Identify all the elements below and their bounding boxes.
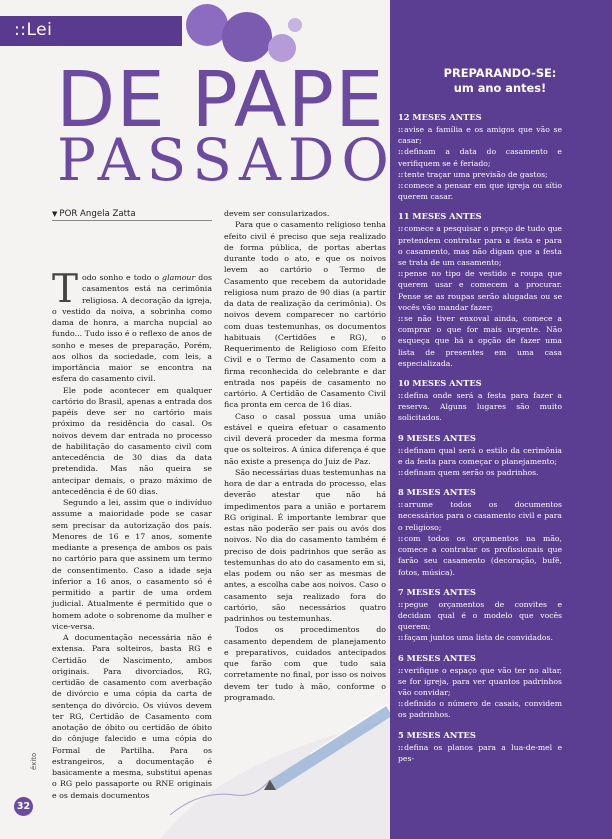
drop-cap: T	[52, 267, 79, 312]
headline-line1: DE PAPE	[56, 56, 385, 145]
sidebar-title-line2: um ano antes!	[453, 81, 547, 95]
timeline-heading: 6 MESES ANTES	[398, 652, 476, 663]
article-paragraph	[52, 267, 212, 385]
timeline-item-text: pense no tipo de vestido e roupa que querem usar e comecem a procurar. Pense se as roupas serão alugadas ou se vocês vão mandar fazer;	[398, 269, 562, 312]
timeline-item-text: arrume todos os documentos necessários para o casamento civil e para o religioso;	[398, 500, 562, 532]
bullet-icon: ::	[398, 742, 404, 752]
timeline-item	[398, 533, 562, 578]
timeline-item-text: pegue orçamentos de convites e decidam qual é o modelo que vocês querem;	[398, 599, 562, 632]
article-paragraph: Todos os procedimentos do casamento dependem de planejamento e preparativos, cuidados antecipados que farão com que tudo saia corretamente no final, por isso os noivos devem ter tudo à mão, conforme o programado.	[224, 625, 386, 702]
timeline-item-text: verifique o espaço que vão ter no altar, se for igreja, para ver quantos padrinhos vão convidar;	[398, 665, 562, 697]
timeline-item-text: definam quem serão os padrinhos.	[404, 468, 539, 478]
timeline-heading: 7 MESES ANTES	[398, 586, 476, 597]
article-column-2	[224, 208, 386, 703]
section-label: ::Lei	[14, 20, 53, 40]
timeline-heading: 11 MESES ANTES	[398, 211, 482, 222]
timeline-item-text: defina os planos para a lua-de-mel e pes-	[398, 742, 562, 763]
bullet-icon: ::	[398, 147, 404, 157]
timeline-item	[398, 467, 562, 478]
timeline-item	[398, 390, 562, 424]
timeline-item-text: definam a data do casamento e verifiquem se é feriado;	[398, 147, 562, 168]
timeline-item	[398, 268, 562, 313]
timeline-item-text: definido o número de casais, convidem os padrinhos.	[398, 699, 562, 720]
page-number: 32	[14, 797, 33, 816]
article-paragraph: Caso o casal possua uma união estável e queira efetuar o casamento civil deverá proceder da mesma forma que os solteiros. A única diferença é que não existe a presença do Juiz de Paz.	[224, 411, 386, 466]
timeline-section	[398, 211, 562, 369]
bullet-icon: ::	[398, 699, 404, 709]
bullet-icon: ::	[398, 181, 404, 191]
timeline-item	[398, 146, 562, 168]
article-paragraph: Para que o casamento religioso tenha efeito civil é preciso que seja realizado de forma pública, de portas abertas durante todo o ato, e que os noivos levem ao cartório o Termo de Casamento que recebem da autoridade religiosa num prazo de 90 dias (a partir da data de realização da cerimônia). Os noivos devem comparecer no cartório com duas testemunhas, os documentos habituais (Certidões e RG), o Requerimento de Religioso com Efeito Civil e o Termo de Casamento com a firma reconhecida do celebrante e dar entrada nos papéis de casamento no cartório. A Certidão de Casamento Civil fica pronta em cerca de 16 dias.	[224, 220, 386, 410]
timeline-item	[398, 180, 562, 202]
bullet-icon: ::	[398, 445, 404, 455]
decorative-circle-xlarge	[222, 12, 272, 62]
timeline-section	[398, 433, 562, 479]
timeline-list	[398, 112, 562, 773]
timeline-section	[398, 487, 562, 577]
decorative-circle-small	[288, 18, 302, 32]
article-paragraph: Ele pode acontecer em qualquer cartório do Brasil, apenas a entrada dos papéis deve ser no cartório mais próximo da residência do casal. Os noivos devem dar entrada no processo de habilitação do casamento civil com antecedência de 30 dias da data pretendida. Mas não queira se antecipar demais, o prazo máximo de antecedência é de 60 dias.	[52, 385, 212, 496]
timeline-item-text: avise a família e os amigos que vão se casar;	[398, 125, 562, 146]
timeline-item	[398, 499, 562, 533]
bullet-icon: ::	[398, 314, 404, 324]
timeline-item	[398, 698, 562, 720]
timeline-section	[398, 587, 562, 644]
bullet-icon: ::	[398, 500, 404, 510]
timeline-item	[398, 632, 562, 643]
sidebar-title	[395, 66, 605, 96]
timeline-item	[398, 223, 562, 268]
bullet-icon: ::	[398, 468, 404, 478]
bullet-icon: ::	[398, 391, 404, 401]
timeline-section	[398, 378, 562, 424]
triangle-icon: ▼	[52, 210, 58, 218]
bullet-icon: ::	[398, 533, 404, 543]
timeline-heading: 12 MESES ANTES	[398, 112, 482, 122]
bullet-icon: ::	[398, 224, 404, 234]
bullet-icon: ::	[398, 633, 404, 643]
timeline-section	[398, 730, 562, 764]
bullet-icon: ::	[398, 169, 404, 179]
timeline-item	[398, 313, 562, 369]
paragraph-text: odo sonho e todo o glamour dos casamentos está na cerimônia religiosa. A decoração da igreja, o vestido da noiva, a sobrinha como dama de honra, a marcha nupcial ao fundo... Tudo isso é o reflexo de anos de sonho e meses de preparação. Porém, aos olhos da sociedade, com leis, a importância maior se encontra na esfera do casamento civil.	[52, 273, 212, 384]
timeline-item-text: façam juntos uma lista de convidados.	[404, 633, 553, 643]
timeline-heading: 8 MESES ANTES	[398, 487, 476, 498]
timeline-item-text: comece a pensar em que igreja ou sítio querem casar.	[398, 181, 562, 202]
article-paragraph: devem ser consularizados.	[224, 209, 330, 218]
bullet-icon: ::	[398, 125, 404, 134]
article-paragraph: São necessárias duas testemunhas na hora de dar a entrada do processo, elas deverão atestar que não há impedimentos para a união e portarem RG original. É importante lembrar que estas não poderão ser pais ou avós dos noivos. No dia do casamento também é preciso de dois padrinhos que serão as testemunhas do ato do casamento em si, elas podem ou não ser as mesmas de antes, a escolha cabe aos noivos. Caso o casamento seja realizado fora do cartório, são necessários quatro padrinhos ou testemunhas.	[224, 467, 386, 623]
byline	[52, 209, 136, 219]
pen-illustration	[160, 640, 390, 839]
bullet-icon: ::	[398, 665, 404, 675]
timeline-item	[398, 169, 562, 180]
timeline-item	[398, 445, 562, 467]
timeline-item-text: com todos os orçamentos na mão, comece a contratar os profissionais que farão seu casamento (decoração, bufê, fotos, música).	[398, 533, 562, 577]
timeline-item	[398, 665, 562, 699]
bullet-icon: ::	[398, 269, 404, 279]
headline-line2: PASSADO	[57, 126, 396, 194]
byline-rule	[52, 220, 212, 221]
article-paragraph: Segundo a lei, assim que o indivíduo assume a maioridade pode se casar sem precisar da autorização dos pais. Menores de 16 e 17 anos, somente mediante a presença de ambos os pais no cartório para que assinem um termo de consentimento. Caso a idade seja inferior a 16 anos, o casamento só é permitido a partir de uma ordem judicial. Atualmente é permitido que o homem adote o sobrenome da mulher e vice-versa.	[52, 498, 212, 631]
timeline-section	[398, 653, 562, 721]
timeline-item	[398, 742, 562, 764]
timeline-item-text: se não tiver enxoval ainda, comece a comprar o que for mais urgente. Não esqueça que há a opção de fazer uma lista de presentes em uma casa especializada.	[398, 314, 562, 368]
timeline-item	[398, 124, 562, 146]
timeline-item-text: comece a pesquisar o preço de tudo que pretendem contratar para a festa e para o casamento, mas não digam que a festa se trata de um casamento;	[398, 224, 562, 268]
timeline-item-text: definam qual será o estilo da cerimônia e da festa para começar o planejamento;	[398, 445, 562, 466]
timeline-item	[398, 599, 562, 633]
timeline-item-text: tente traçar uma previsão de gastos;	[404, 169, 548, 179]
timeline-heading: 5 MESES ANTES	[398, 729, 476, 740]
byline-text: POR Angela Zatta	[59, 209, 136, 219]
timeline-heading: 10 MESES ANTES	[398, 378, 482, 389]
bullet-icon: ::	[398, 599, 404, 609]
timeline-heading: 9 MESES ANTES	[398, 432, 476, 443]
magazine-name: êxito	[30, 752, 38, 770]
article-paragraph: A documentação necessária não é extensa. Para solteiros, basta RG e Certidão de Nascimento, ambos originais. Para divorciados, RG, certidão de casamento com averbação de divórcio e uma cópia da carta de sentença do divórcio. Os viúvos devem ter RG, Certidão de Casamento com anotação de óbito ou certidão de óbito do cônjuge falecido e uma cópia do Formal de Partilha. Para os estrangeiros, a documentação é basicamente a mesma, substitui apenas o RG pelo passaporte ou RNE originais e os demais documentos	[52, 633, 212, 800]
timeline-section	[398, 112, 562, 202]
sidebar-title-line1: PREPARANDO-SE:	[443, 66, 557, 80]
timeline-item-text: defina onde será a festa para fazer a reserva. Alguns lugares são muito solicitados.	[398, 391, 562, 423]
